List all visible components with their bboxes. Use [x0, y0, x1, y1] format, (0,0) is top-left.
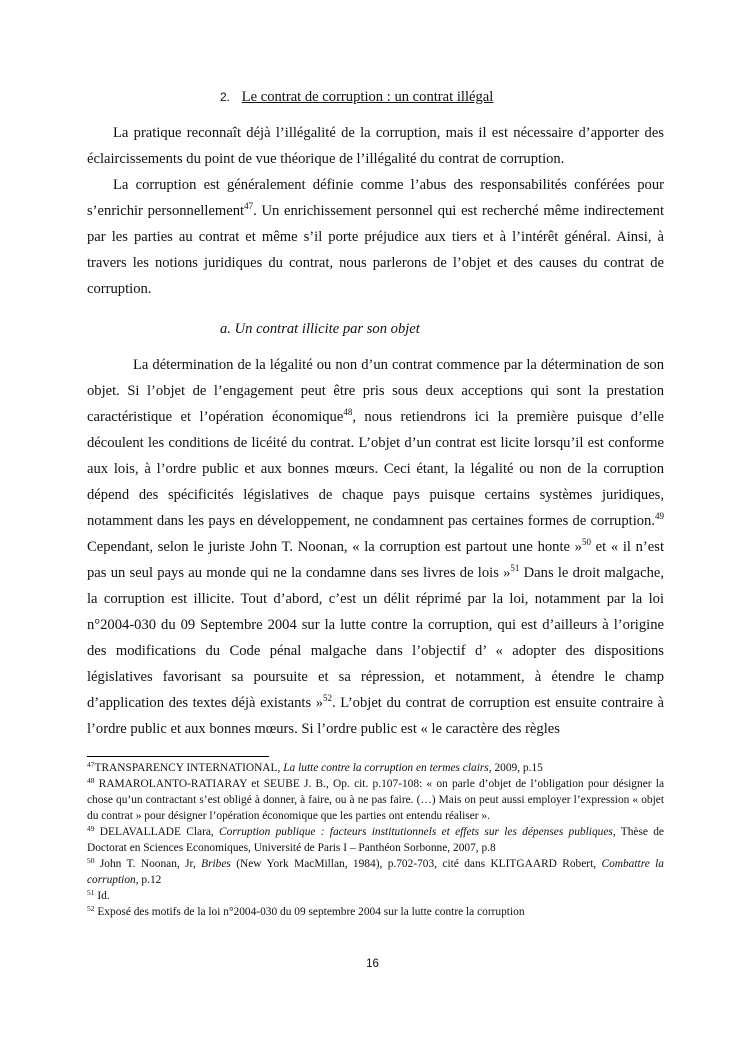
footnote-ref-51: 51	[510, 563, 520, 573]
footnote-51: $^{51}$ Id.	[87, 888, 110, 902]
footnote-separator	[87, 756, 269, 757]
footnote-47: $^{47}$TRANSPARENCY INTERNATIONAL, La lutte contre la corruption en termes clairs, 2009, p.15	[87, 760, 543, 774]
footnote-ref-49: 49	[655, 511, 664, 521]
footnotes	[87, 760, 664, 920]
page-number: 16	[366, 958, 379, 970]
section-heading	[220, 89, 493, 106]
footnote-48: $^{48}$ RAMAROLANTO-RATIARAY et SEUBE J. B., Op. cit. p.107-108: « on parle d’objet de l’obligation pour désigner la chose qu’un contractant s’est obligé à donner, à faire, ou à ne pas faire. (…) Mais on peut aussi employer l’expression « objet du contrat » pour désigner l’opération économique que les parties ont entendu réaliser ».	[87, 776, 664, 822]
footnote-ref-52: 52	[323, 693, 333, 703]
section-number: 2.	[220, 90, 231, 104]
main-block	[87, 352, 664, 742]
footnote-50: $^{50}$ John T. Noonan, Jr, Bribes (New York MacMillan, 1984), p.702-703, cité dans KLITGAARD Robert, Combattre la corruption, p.12	[87, 856, 664, 886]
intro-paragraph-2: La corruption est généralement définie comme l’abus des responsabilités conférées pour s’enrichir personnellement$^{47}$. Un enrichissement personnel qui est recherché même indirectement par les parties au contrat et même s’il porte préjudice aux tiers et à l’intérêt général. Ainsi, à travers les notions juridiques du contrat, nous parlerons de l’objet et des causes du contrat de corruption.	[87, 177, 665, 297]
footnote-49: $^{49}$ DELAVALLADE Clara, Corruption publique : facteurs institutionnels et effets sur les dépenses publiques, Thèse de Doctorat en Sciences Economiques, Université de Paris I – Panthéon Sorbonne, 2007, p.8	[87, 824, 664, 854]
footnote-52: $^{52}$ Exposé des motifs de la loi n°2004-030 du 09 septembre 2004 sur la lutte contre la corruption	[87, 904, 525, 918]
footnote-ref-47: 47	[244, 201, 254, 211]
main-paragraph: La détermination de la légalité ou non d’un contrat commence par la détermination de son objet. Si l’objet de l’engagement peut être pris sous deux acceptions qui sont la prestation caractéristique et l’opération économique$^{48}$, nous retiendrons ici la première puisque d’elle découlent les conditions de licéité du contrat. L’objet d’un contrat est licite lorsqu’il est conforme aux lois, à l’ordre public et aux bonnes mœurs. Ceci étant, la légalité ou non de la corruption dépend des spécificités législatives de chaque pays puisque certains systèmes juridiques, notamment dans les pays en développement, ne condamnent pas certaines formes de corruption.$^{49}$ Cependant, selon le juriste John T. Noonan, « la corruption est partout une honte »$^{50}$ et « il n’est pas un seul pays au monde qui ne la condamne dans ses livres de lois »$^{51}$ Dans le droit malgache, la corruption est illicite. Tout d’abord, c’est un délit réprimé par la loi, notamment par la loi n°2004-030 du 09 Septembre 2004 sur la lutte contre la corruption, qui est d’ailleurs à l’origine des modifications du Code pénal malgache dans l’objectif d’ « adopter des dispositions législatives favorisant sa poursuite et sa répression, et notamment, à étendre le champ d’application des textes déjà existants »$^{52}$. L’objet du contrat de corruption est ensuite contraire à l’ordre public et aux bonnes mœurs. Si l’ordre public est « le caractère des règles	[87, 357, 665, 737]
section-title: Le contrat de corruption : un contrat illégal	[241, 89, 494, 105]
intro-paragraph-1: La pratique reconnaît déjà l’illégalité de la corruption, mais il est nécessaire d’apporter des éclaircissements du point de vue théorique de l’illégalité du contrat de corruption.	[87, 125, 664, 167]
intro-block	[87, 120, 664, 302]
footnote-ref-50: 50	[581, 537, 591, 547]
subsection-heading: a. Un contrat illicite par son objet	[220, 321, 420, 337]
footnote-ref-48: 48	[343, 407, 353, 417]
